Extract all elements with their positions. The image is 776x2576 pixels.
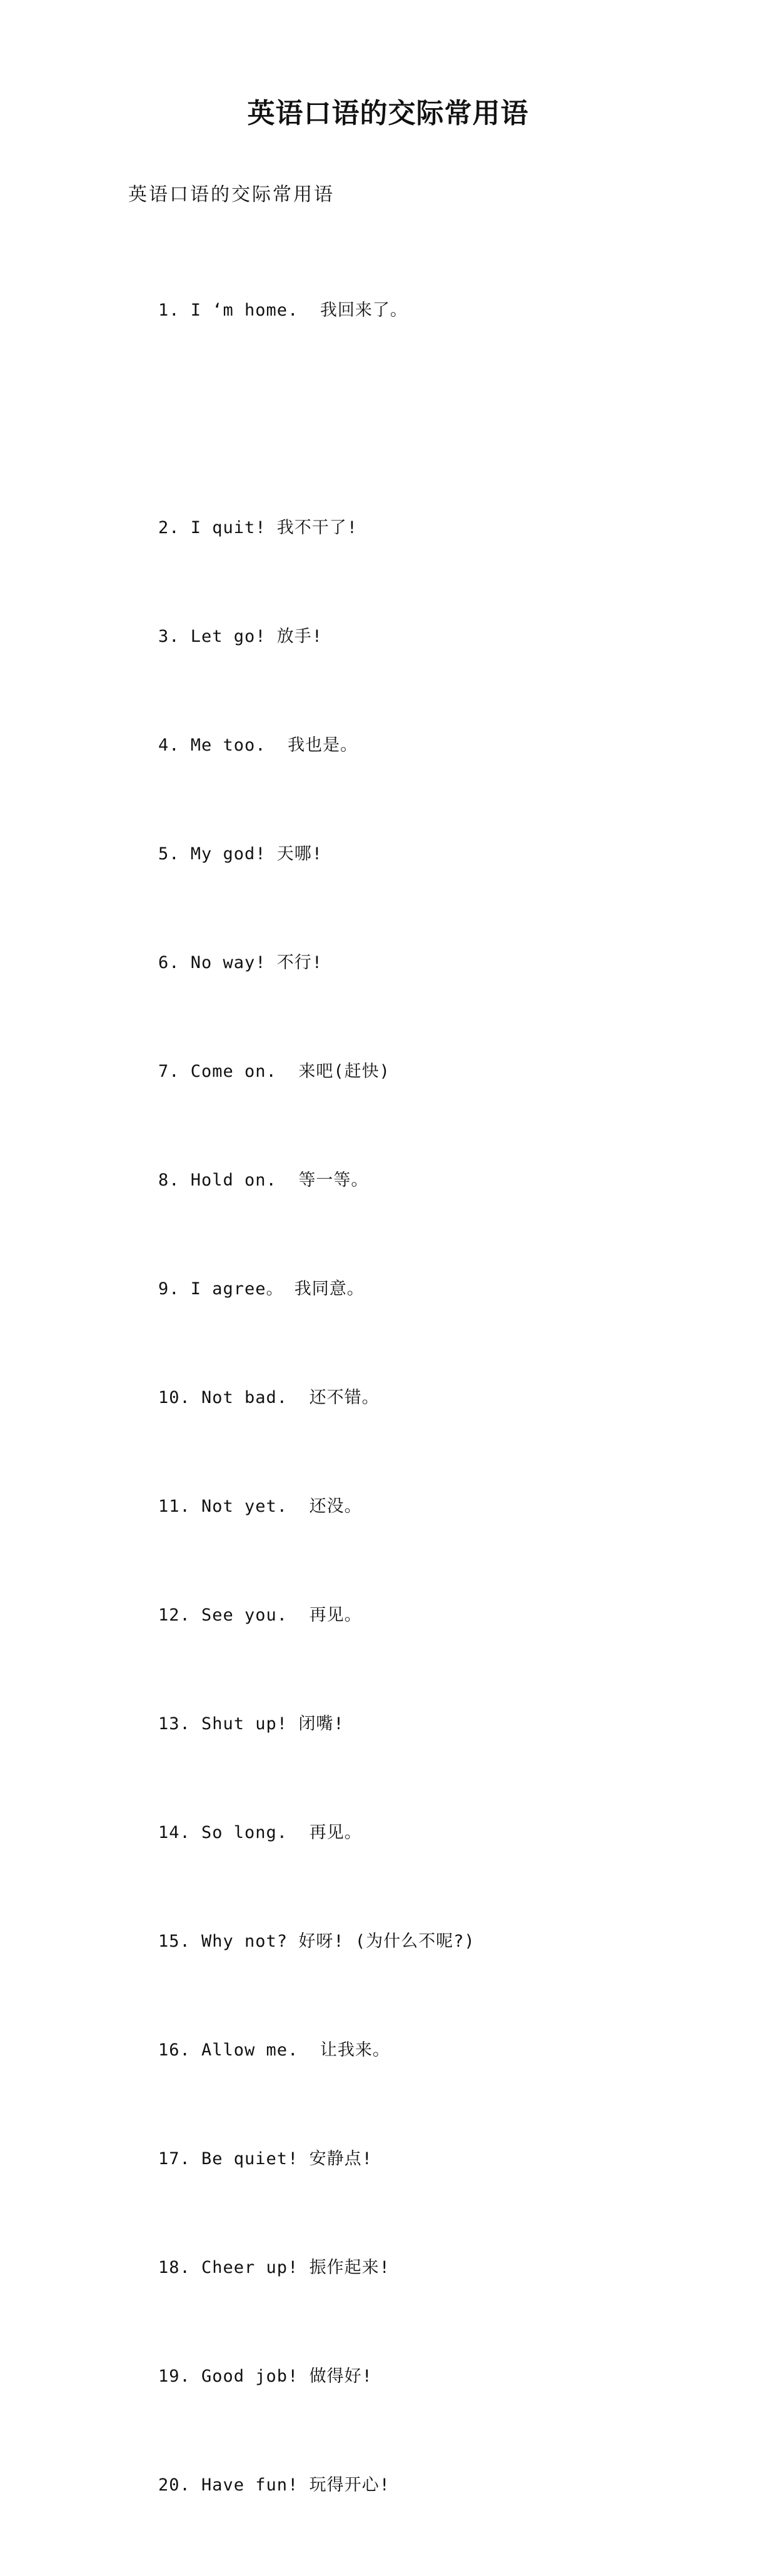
list-item: 5. My god! 天哪! bbox=[158, 844, 323, 864]
list-item: 11. Not yet. 还没。 bbox=[158, 1497, 362, 1516]
blank-line bbox=[158, 401, 475, 437]
page-title: 英语口语的交际常用语 bbox=[247, 97, 529, 129]
list-item: 17. Be quiet! 安静点! bbox=[158, 2149, 373, 2169]
list-item: 13. Shut up! 闭嘴! bbox=[158, 1714, 345, 1734]
section-heading: 英语口语的交际常用语 bbox=[128, 184, 335, 206]
list-item: 9. I agree。 我同意。 bbox=[158, 1279, 365, 1299]
phrase-list bbox=[158, 220, 475, 2576]
list-item: 6. No way! 不行! bbox=[158, 953, 323, 972]
list-item: 19. Good job! 做得好! bbox=[158, 2367, 373, 2386]
list-item: 10. Not bad. 还不错。 bbox=[158, 1388, 380, 1407]
list-item: 1. I ‘m home. 我回来了。 bbox=[158, 301, 408, 320]
list-item: 3. Let go! 放手! bbox=[158, 627, 323, 646]
list-item: 15. Why not? 好呀! (为什么不呢?) bbox=[158, 1932, 475, 1951]
list-item: 20. Have fun! 玩得开心! bbox=[158, 2475, 390, 2495]
list-item: 8. Hold on. 等一等。 bbox=[158, 1171, 369, 1190]
list-item: 4. Me too. 我也是。 bbox=[158, 736, 358, 755]
list-item: 7. Come on. 来吧(赶快) bbox=[158, 1062, 390, 1081]
list-item: 18. Cheer up! 振作起来! bbox=[158, 2258, 390, 2277]
list-item: 12. See you. 再见。 bbox=[158, 1605, 362, 1625]
list-item: 16. Allow me. 让我来。 bbox=[158, 2040, 390, 2060]
list-item: 14. So long. 再见。 bbox=[158, 1823, 362, 1842]
list-item: 2. I quit! 我不干了! bbox=[158, 518, 358, 537]
